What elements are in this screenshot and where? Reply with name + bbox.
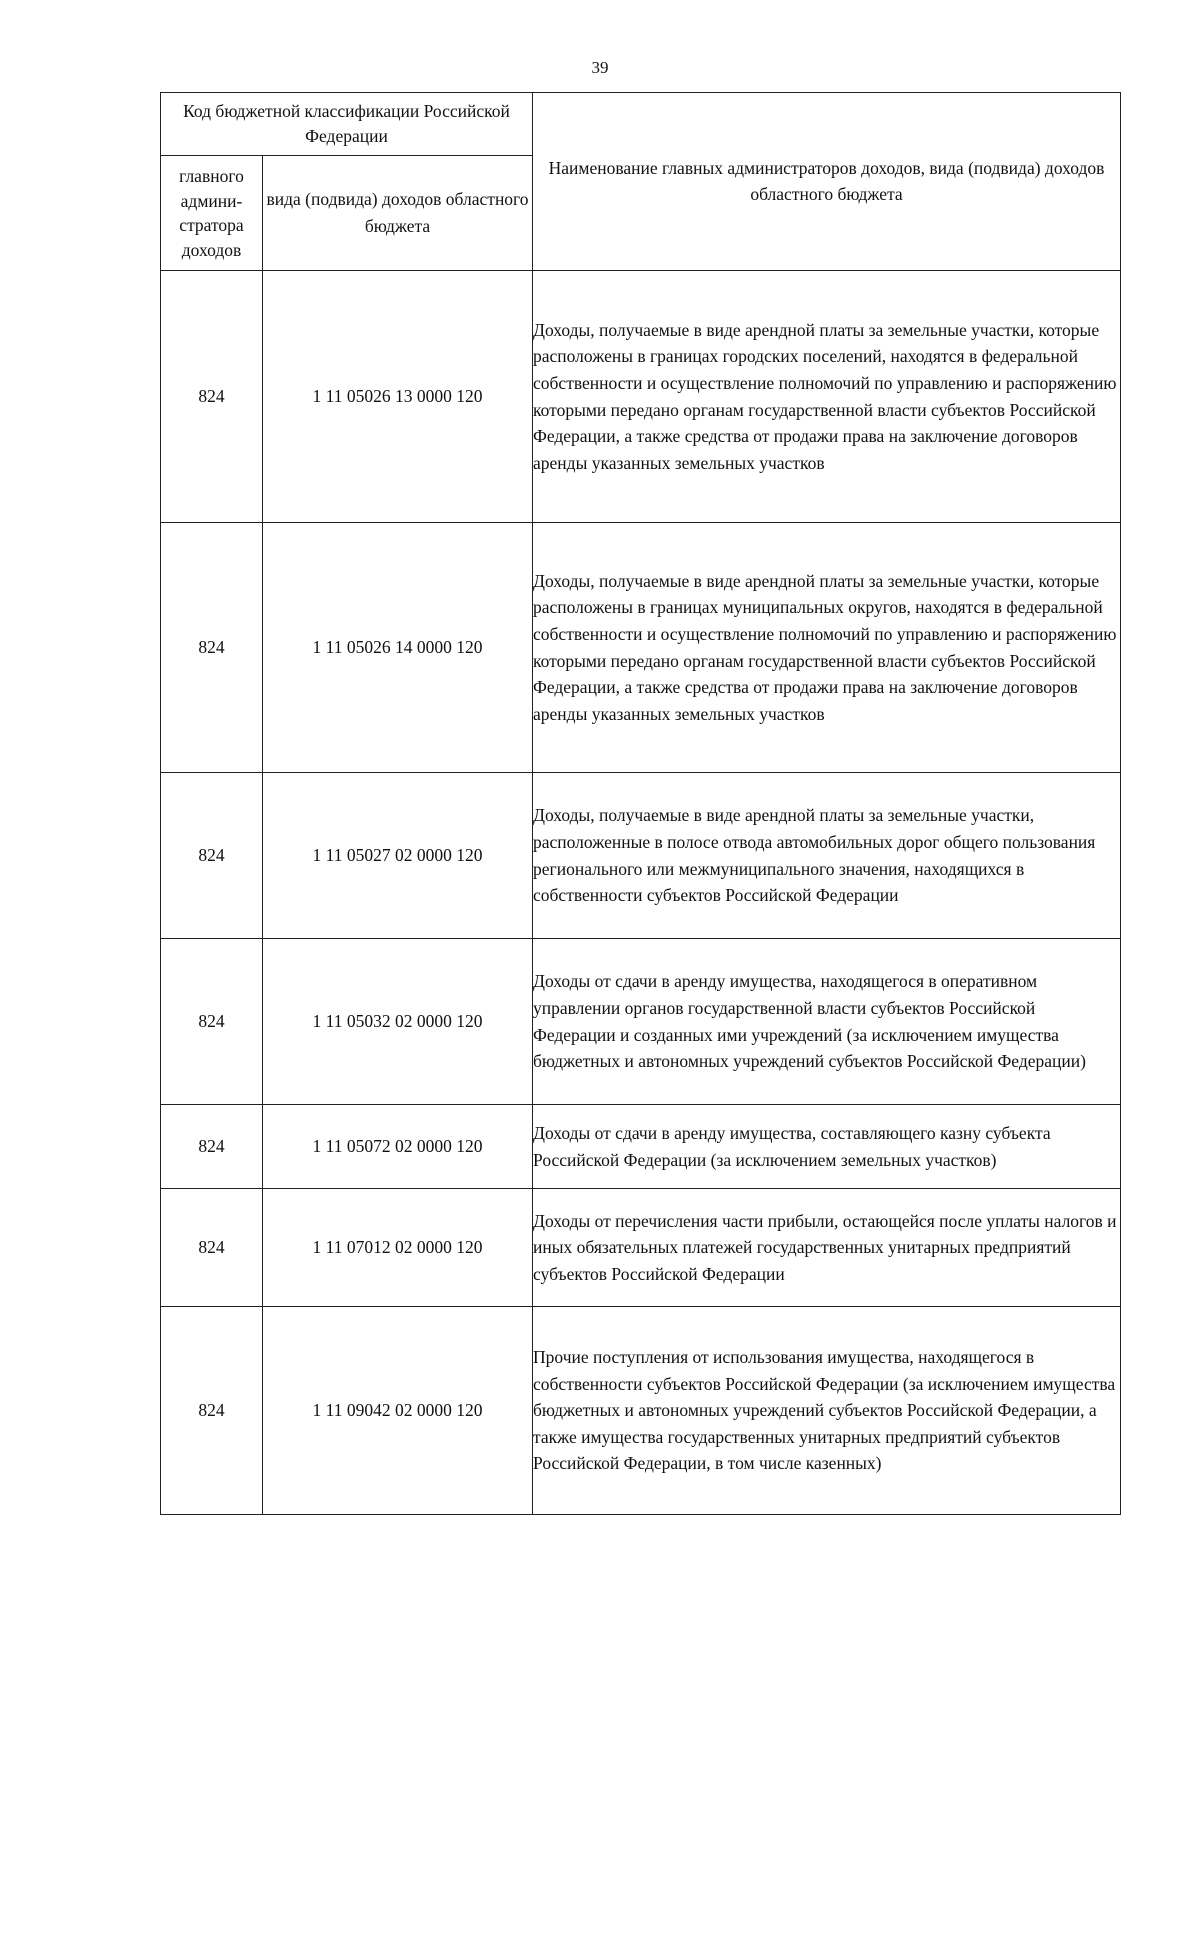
table-row (161, 1189, 1121, 1307)
table-row (161, 939, 1121, 1105)
income-name-cell: Доходы, получаемые в виде арендной платы за земельные участки, которые расположены в границах городских поселений, находятся в федеральной собственности и осуществление полномочий по управлению и распоряжению которыми передано органам государственной власти субъектов Российской Федерации, а также средства от продажи права на заключение договоров аренды указанных земельных участков (533, 271, 1121, 523)
name-column-header: Наименование главных администраторов доходов, вида (подвида) доходов областного бюджета (533, 93, 1121, 271)
income-code-cell: 1 11 05032 02 0000 120 (263, 939, 533, 1105)
income-code-cell: 1 11 09042 02 0000 120 (263, 1307, 533, 1515)
income-name-cell: Доходы, получаемые в виде арендной платы за земельные участки, расположенные в полосе отвода автомобильных дорог общего пользования регионального или межмуниципального значения, находящихся в собственности субъектов Российской Федерации (533, 773, 1121, 939)
income-name-cell: Прочие поступления от использования имущества, находящегося в собственности субъектов Российской Федерации (за исключением имущества бюджетных и автономных учреждений субъектов Российской Федерации, а также имущества государственных унитарных предприятий субъектов Российской Федерации, в том числе казенных) (533, 1307, 1121, 1515)
admin-code-cell: 824 (161, 1189, 263, 1307)
income-name-cell: Доходы от сдачи в аренду имущества, находящегося в оперативном управлении органов государственной власти субъектов Российской Федерации и созданных ими учреждений (за исключением имущества бюджетных и автономных учреждений субъектов Российской Федерации) (533, 939, 1121, 1105)
budget-classification-table (160, 92, 1121, 1515)
table-header (161, 93, 1121, 271)
table-row (161, 271, 1121, 523)
type-column-header: вида (подвида) доходов областного бюджета (263, 156, 533, 271)
admin-code-cell: 824 (161, 773, 263, 939)
code-group-header: Код бюджетной классификации Российской Федерации (161, 93, 533, 156)
admin-code-cell: 824 (161, 939, 263, 1105)
admin-code-cell: 824 (161, 523, 263, 773)
income-code-cell: 1 11 05027 02 0000 120 (263, 773, 533, 939)
income-code-cell: 1 11 05026 14 0000 120 (263, 523, 533, 773)
table-row (161, 1105, 1121, 1189)
admin-code-cell: 824 (161, 1307, 263, 1515)
table-body (161, 271, 1121, 1515)
admin-code-cell: 824 (161, 271, 263, 523)
table-row (161, 773, 1121, 939)
table-row (161, 1307, 1121, 1515)
income-code-cell: 1 11 05026 13 0000 120 (263, 271, 533, 523)
income-code-cell: 1 11 05072 02 0000 120 (263, 1105, 533, 1189)
income-name-cell: Доходы от сдачи в аренду имущества, составляющего казну субъекта Российской Федерации (за исключением земельных участков) (533, 1105, 1121, 1189)
admin-column-header: главного админи-стратора доходов (161, 156, 263, 271)
admin-code-cell: 824 (161, 1105, 263, 1189)
income-code-cell: 1 11 07012 02 0000 120 (263, 1189, 533, 1307)
income-name-cell: Доходы от перечисления части прибыли, остающейся после уплаты налогов и иных обязательных платежей государственных унитарных предприятий субъектов Российской Федерации (533, 1189, 1121, 1307)
table-row (161, 523, 1121, 773)
page-number: 39 (591, 58, 609, 77)
income-name-cell: Доходы, получаемые в виде арендной платы за земельные участки, которые расположены в границах муниципальных округов, находятся в федеральной собственности и осуществление полномочий по управлению и распоряжению которыми передано органам государственной власти субъектов Российской Федерации, а также средства от продажи права на заключение договоров аренды указанных земельных участков (533, 523, 1121, 773)
